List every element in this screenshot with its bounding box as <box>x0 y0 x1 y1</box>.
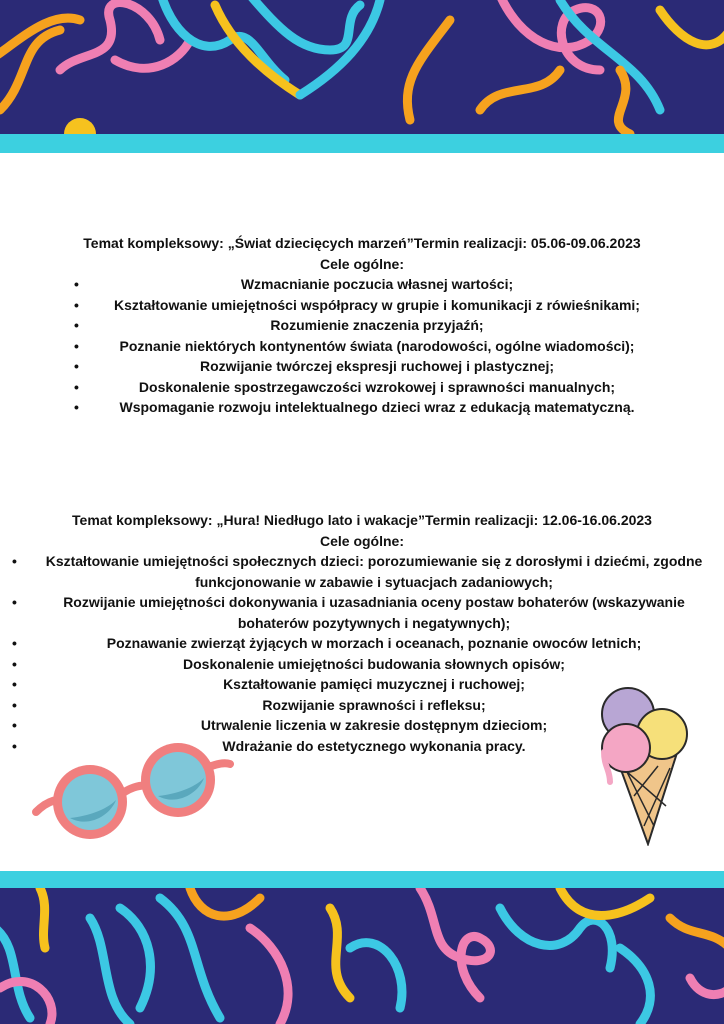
bullet-icon: • <box>74 296 79 313</box>
bullet-icon: • <box>12 655 17 672</box>
topic-heading-1: Temat kompleksowy: „Świat dziecięcych marzeń”Termin realizacji: 05.06-09.06.2023 <box>83 235 641 251</box>
goals-label-2: Cele ogólne: <box>319 532 404 549</box>
bullet-icon: • <box>12 737 17 754</box>
bullet-icon: • <box>12 635 17 651</box>
bullet-icon: • <box>12 594 17 610</box>
list-item: • Kształtowanie pamięci muzycznej i ruchowej; <box>0 674 724 695</box>
list-item: • Rozumienie znaczenia przyjaźń; <box>0 315 724 336</box>
top-confetti-band <box>0 0 724 134</box>
list-item: • Wzmacnianie poczucia własnej wartości; <box>0 274 724 295</box>
confetti-streamers-bottom <box>0 888 724 1024</box>
bullet-icon: • <box>74 317 79 333</box>
sunglasses-icon <box>28 740 238 850</box>
list-item: • Kształtowanie umiejętności współpracy w grupie i komunikacji z rówieśnikami; <box>0 295 724 316</box>
bullet-icon: • <box>12 676 17 692</box>
bullet-icon: • <box>12 553 17 569</box>
bottom-cyan-stripe <box>0 871 724 889</box>
bullet-icon: • <box>74 399 79 415</box>
list-item: • Doskonalenie umiejętności budowania słownych opisów; <box>0 654 724 675</box>
topic-section-1 <box>0 233 724 418</box>
list-item: • Utrwalenie liczenia w zakresie dostępnym dzieciom; <box>0 715 724 736</box>
bullet-icon: • <box>74 276 79 292</box>
goals-list-1 <box>0 274 724 418</box>
list-item: • Rozwijanie umiejętności dokonywania i uzasadniania oceny postaw bohaterów (wskazywanie bohaterów pozytywnych i negatywnych); <box>12 594 685 631</box>
list-item: • Poznawanie zwierząt żyjących w morzach i oceanach, poznanie owoców letnich; <box>0 633 724 654</box>
ice-cream-cone-icon <box>596 686 696 846</box>
goals-label-1: Cele ogólne: <box>319 255 404 272</box>
topic-heading-2: Temat kompleksowy: „Hura! Niedługo lato i wakacje”Termin realizacji: 12.06-16.06.2023 <box>72 512 652 528</box>
bullet-icon: • <box>74 378 79 395</box>
top-cyan-stripe <box>0 134 724 153</box>
list-item: • Kształtowanie umiejętności społecznych dzieci: porozumiewanie się z dorosłymi i dziećmi, zgodne funkcjonowanie w zabawie i sytuacjach zadaniowych; <box>12 553 703 590</box>
list-item: • Wspomaganie rozwoju intelektualnego dzieci wraz z edukacją matematyczną. <box>0 397 724 418</box>
bullet-icon: • <box>12 717 17 733</box>
bullet-icon: • <box>74 358 79 374</box>
confetti-streamers-top <box>0 0 724 134</box>
bottom-confetti-band <box>0 888 724 1024</box>
bullet-icon: • <box>12 696 17 713</box>
bullet-icon: • <box>74 337 79 354</box>
list-item: • Poznanie niektórych kontynentów świata (narodowości, ogólne wiadomości); <box>0 336 724 357</box>
list-item: • Rozwijanie twórczej ekspresji ruchowej i plastycznej; <box>0 356 724 377</box>
list-item: • Doskonalenie spostrzegawczości wzrokowej i sprawności manualnych; <box>0 377 724 398</box>
list-item: • Wdrażanie do estetycznego wykonania pracy. <box>0 736 724 757</box>
list-item: • Rozwijanie sprawności i refleksu; <box>0 695 724 716</box>
